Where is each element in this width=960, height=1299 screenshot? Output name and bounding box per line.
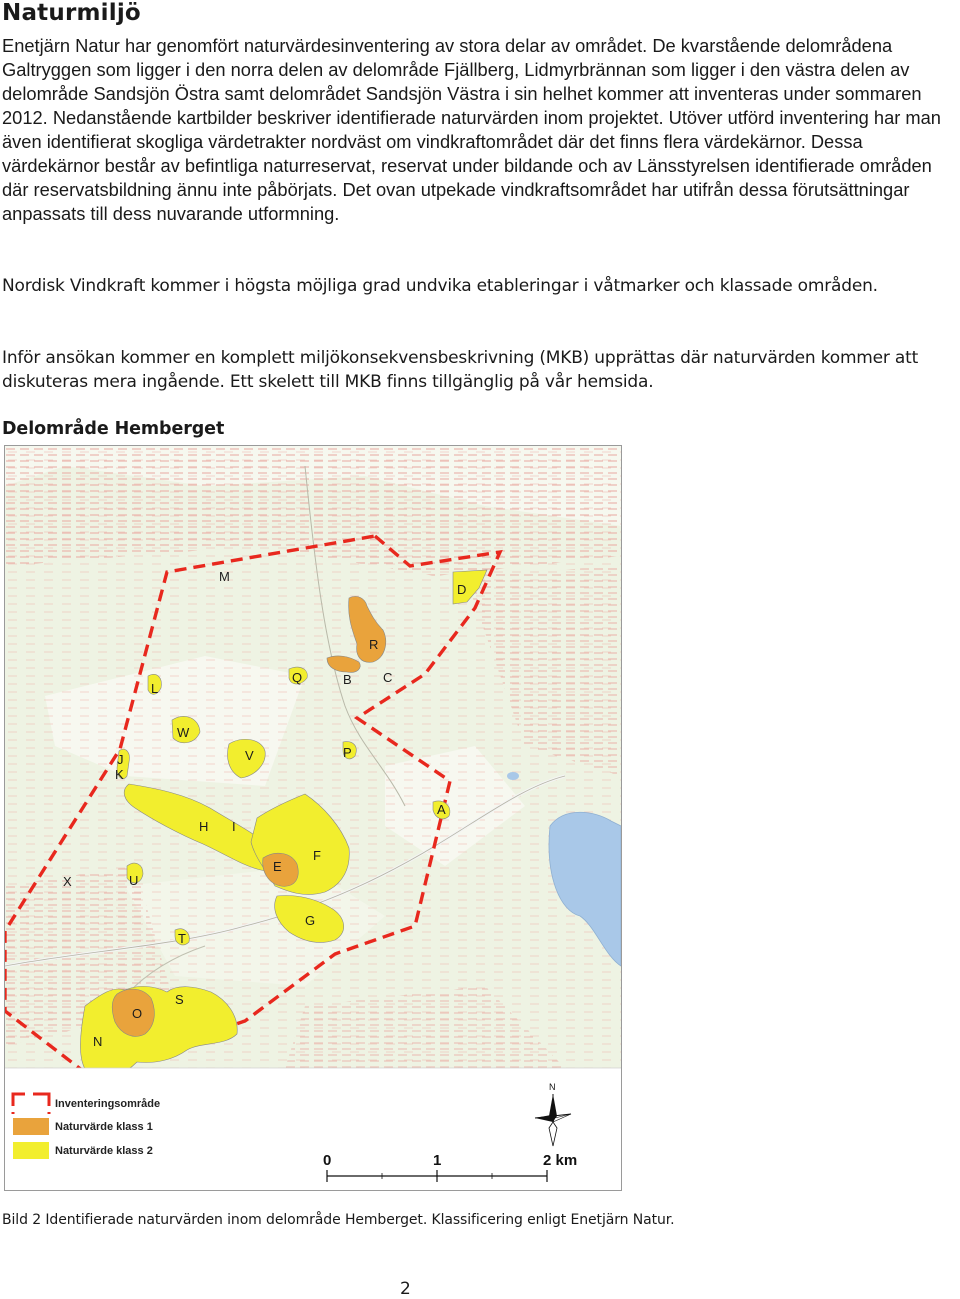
legend-class1-label: Naturvärde klass 1 [55,1121,153,1133]
zone-label-O: O [132,1006,143,1021]
zone-label-U: U [129,873,139,888]
map-pond [507,772,519,780]
page-title: Naturmiljö [2,0,141,26]
zone-label-I: I [232,819,236,834]
zone-label-M: M [219,569,230,584]
scale-label-0: 0 [323,1152,332,1169]
north-label: N [549,1082,556,1092]
zone-label-S: S [175,992,184,1007]
scale-label-1: 1 [433,1152,442,1169]
zone-label-G: G [305,913,316,928]
zone-label-A: A [437,802,446,817]
intro-paragraph: Enetjärn Natur har genomfört naturvärdesinventering av stora delar av området. De kvarstående delområdena Galtryggen som ligger i den norra delen av delområde Fjällberg, Lidmyrbrännan som ligger i den västra delen av delområde Sandsjön Östra samt delområdet Sandsjön Västra i sin helhet kommer att inventeras under sommaren 2012. Nedanstående kartbilder beskriver identifierade naturvärden inom projektet. Utöver utförd inventering har man även identifierat skogliga värdetrakter nordväst om vindkraftområdet där det finns flera värdekärnor. Dessa värdekärnor består av befintliga naturreservat, reservat under bildande och av Länsstyrelsen identifierade områden där reservatsbildning ännu inte påbörjats. Det ovan utpekade vindkraftsområdet har utifrån dessa förutsättningar anpassats till dess nuvarande utformning. [2,35,941,224]
zone-label-N: N [93,1034,103,1049]
zone-label-R: R [369,637,379,652]
page-number: 2 [400,1279,411,1299]
zone-label-C: C [383,670,393,685]
zone-label-T: T [178,931,186,946]
zone-label-B: B [343,672,352,687]
avoidance-paragraph: Nordisk Vindkraft kommer i högsta möjliga grad undvika etableringar i våtmarker och klassade områden. [2,276,878,296]
zone-label-Q: Q [292,670,303,685]
scale-label-2km: 2 km [543,1152,578,1169]
zone-label-W: W [177,725,190,740]
zone-label-D: D [457,582,467,597]
legend-class2-label: Naturvärde klass 2 [55,1145,153,1157]
zone-label-J: J [117,752,124,767]
zone-label-P: P [343,745,352,760]
mkb-paragraph: Inför ansökan kommer en komplett miljökonsekvensbeskrivning (MKB) upprättas där naturvärden kommer att diskuteras mera ingående. Ett skelett till MKB finns tillgänglig på vår hemsida. [2,348,919,392]
legend-class1-swatch [13,1118,49,1135]
zone-label-E: E [273,859,282,874]
legend-class2-swatch [13,1142,49,1159]
figure-caption: Bild 2 Identifierade naturvärden inom delområde Hemberget. Klassificering enligt Enetjärn Natur. [2,1212,675,1228]
zone-label-F: F [313,848,321,863]
map-image [5,446,621,1190]
zone-label-K: K [115,767,124,782]
zone-label-X: X [63,874,72,889]
map-figure [4,445,622,1191]
zone-label-L: L [151,681,159,696]
zone-label-H: H [199,819,209,834]
legend-inventory-label: Inventeringsområde [55,1098,161,1110]
section-heading: Delområde Hemberget [2,419,225,439]
zone-label-V: V [245,748,254,763]
